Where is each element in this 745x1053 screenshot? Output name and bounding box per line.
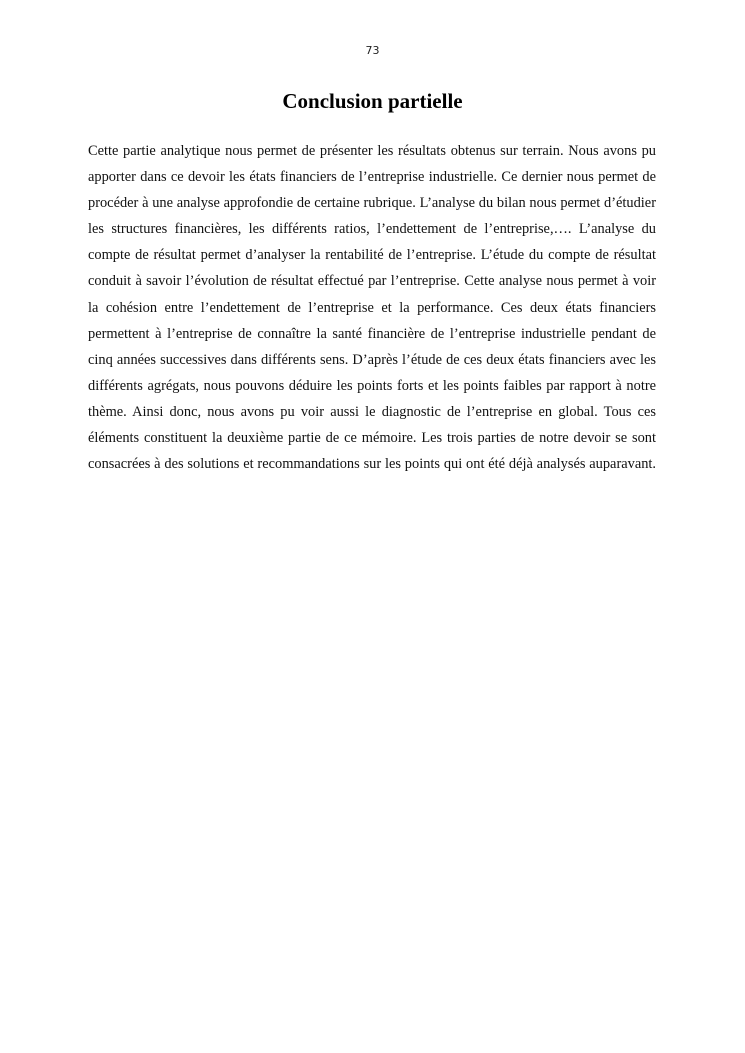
- body-paragraph: Cette partie analytique nous permet de présenter les résultats obtenus sur terrain. Nous avons pu apporter dans ce devoir les états financiers de l’entreprise industrielle. Ce dernier nous permet de procéder à une analyse approfondie de certaine rubrique. L’analyse du bilan nous permet d’étudier les structures financières, les différents ratios, l’endettement de l’entreprise,…. L’analyse du compte de résultat permet d’analyser la rentabilité de l’entreprise. L’étude du compte de résultat conduit à savoir l’évolution de résultat effectué par l’entreprise. Cette analyse nous permet à voir la cohésion entre l’endettement de l’entreprise et la performance. Ces deux états financiers permettent à l’entreprise de connaître la santé financière de l’entreprise industrielle pendant de cinq années successives dans différents sens. D’après l’étude de ces deux états financiers avec les différents agrégats, nous pouvons déduire les points forts et les points faibles par rapport à notre thème. Ainsi donc, nous avons pu voir aussi le diagnostic de l’entreprise en global. Tous ces éléments constituent la deuxième partie de ce mémoire. Les trois parties de notre devoir se sont consacrées à des solutions et recommandations sur les points qui ont été déjà analysés auparavant.: [88, 143, 656, 473]
- page-number: 73: [365, 44, 380, 57]
- section-title: Conclusion partielle: [282, 89, 463, 113]
